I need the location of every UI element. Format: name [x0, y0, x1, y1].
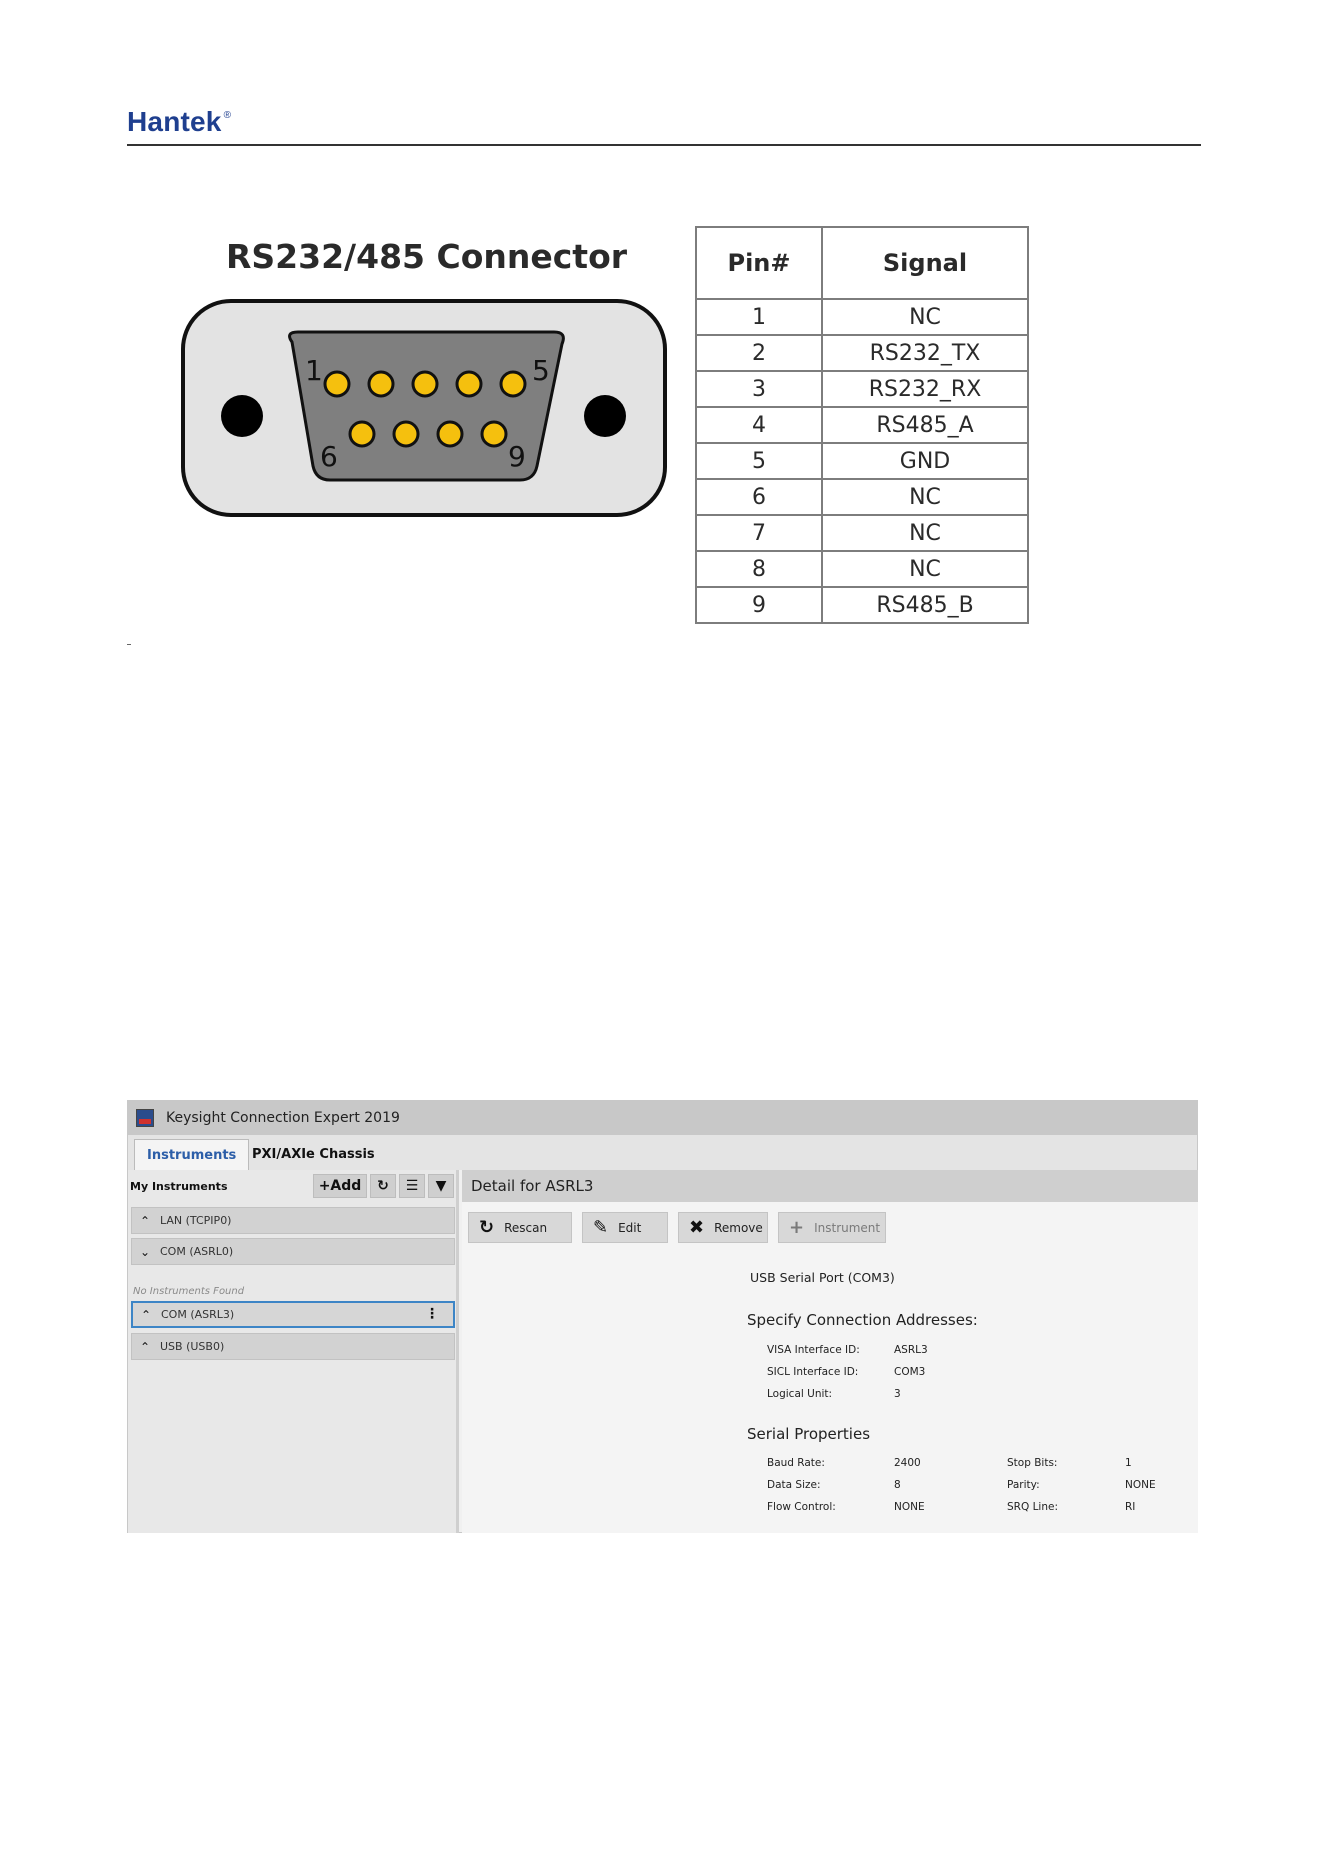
pin-cell: 9	[696, 587, 822, 623]
add-label: Add	[330, 1178, 362, 1194]
data-size-value: 8	[894, 1479, 901, 1491]
hantek-logo	[127, 106, 231, 138]
pin-cell: 4	[696, 407, 822, 443]
signal-cell: NC	[822, 299, 1028, 335]
group-com-asrl0[interactable]	[131, 1238, 455, 1265]
pin-9	[482, 422, 506, 446]
instrument-label: Instrument	[814, 1220, 881, 1235]
srq-line-value: RI	[1125, 1501, 1136, 1513]
refresh-icon: ↻	[377, 1178, 389, 1194]
pin-label-9: 9	[508, 440, 526, 473]
baud-rate-label: Baud Rate:	[767, 1457, 825, 1469]
header-rule	[127, 144, 1201, 146]
stop-bits-value: 1	[1125, 1457, 1132, 1469]
keysight-app-icon	[136, 1109, 154, 1127]
logical-unit-value: 3	[894, 1388, 901, 1400]
filter-button[interactable]	[428, 1174, 454, 1198]
group-label: COM (ASRL0)	[160, 1245, 234, 1258]
chevron-up-icon: ⌃	[141, 1307, 152, 1322]
tab-bar	[128, 1135, 1197, 1170]
instruments-toolbar	[313, 1174, 454, 1198]
pin-5	[501, 372, 525, 396]
table-row	[696, 443, 1028, 479]
parity-value: NONE	[1125, 1479, 1156, 1491]
detail-actions	[468, 1212, 886, 1243]
data-size-label: Data Size:	[767, 1479, 821, 1491]
remove-button[interactable]	[678, 1212, 768, 1243]
edit-icon: ✎	[593, 1217, 609, 1238]
tab-instruments[interactable]: Instruments	[134, 1139, 249, 1170]
signal-cell: NC	[822, 551, 1028, 587]
pin-7	[394, 422, 418, 446]
group-com-asrl3[interactable]	[131, 1301, 455, 1328]
pin-label-6: 6	[320, 440, 338, 473]
instruments-pane	[128, 1170, 459, 1533]
pin-cell: 1	[696, 299, 822, 335]
pin-8	[438, 422, 462, 446]
detail-header: Detail for ASRL3	[462, 1170, 1198, 1202]
pin-label-1: 1	[305, 354, 323, 387]
pin-cell: 8	[696, 551, 822, 587]
group-label: USB (USB0)	[160, 1340, 225, 1353]
stop-bits-label: Stop Bits:	[1007, 1457, 1058, 1469]
add-instrument-button[interactable]	[778, 1212, 886, 1243]
add-button[interactable]	[313, 1174, 367, 1198]
close-icon: ✖	[689, 1217, 705, 1238]
group-usb-usb0[interactable]	[131, 1333, 455, 1360]
no-instruments-message: No Instruments Found	[133, 1286, 245, 1297]
rescan-label: Rescan	[504, 1220, 548, 1235]
chevron-up-icon: ⌃	[140, 1213, 151, 1228]
connection-addresses-heading: Specify Connection Addresses:	[747, 1311, 978, 1329]
pin-6	[350, 422, 374, 446]
edit-label: Edit	[618, 1220, 642, 1235]
group-label: LAN (TCPIP0)	[160, 1214, 232, 1227]
tab-pxi-axie-chassis[interactable]: PXI/AXIe Chassis	[252, 1147, 375, 1162]
srq-line-label: SRQ Line:	[1007, 1501, 1058, 1513]
pin-1	[325, 372, 349, 396]
flow-control-value: NONE	[894, 1501, 925, 1513]
keysight-window	[127, 1100, 1198, 1533]
connector-title: RS232/485 Connector	[226, 237, 628, 276]
signal-cell: GND	[822, 443, 1028, 479]
pin-signal-table	[695, 226, 1029, 624]
refresh-button[interactable]	[370, 1174, 396, 1198]
pin-3	[413, 372, 437, 396]
signal-cell: RS232_RX	[822, 371, 1028, 407]
table-header-row	[696, 227, 1028, 299]
sicl-id-label: SICL Interface ID:	[767, 1366, 859, 1378]
baud-rate-value: 2400	[894, 1457, 921, 1469]
pin-cell: 2	[696, 335, 822, 371]
parity-label: Parity:	[1007, 1479, 1040, 1491]
visa-id-label: VISA Interface ID:	[767, 1344, 860, 1356]
chevron-down-icon: ⌄	[140, 1244, 151, 1259]
stray-mark	[127, 644, 131, 645]
table-row	[696, 479, 1028, 515]
table-row	[696, 299, 1028, 335]
sicl-id-value: COM3	[894, 1366, 926, 1378]
pin-4	[457, 372, 481, 396]
port-name: USB Serial Port (COM3)	[750, 1270, 895, 1285]
header-signal: Signal	[822, 227, 1028, 299]
signal-cell: RS232_TX	[822, 335, 1028, 371]
pin-cell: 5	[696, 443, 822, 479]
visa-id-value: ASRL3	[894, 1344, 928, 1356]
pin-cell: 6	[696, 479, 822, 515]
table-row	[696, 407, 1028, 443]
table-row	[696, 515, 1028, 551]
group-lan-tcpip0[interactable]	[131, 1207, 455, 1234]
plus-icon: +	[318, 1178, 331, 1194]
db9-connector-illustration	[180, 298, 670, 518]
signal-cell: NC	[822, 515, 1028, 551]
more-options-icon[interactable]: ⋮	[425, 1306, 439, 1322]
window-title: Keysight Connection Expert 2019	[166, 1110, 400, 1126]
registered-mark: ®	[223, 110, 232, 121]
header-pin: Pin#	[696, 227, 822, 299]
list-view-button[interactable]	[399, 1174, 425, 1198]
signal-cell: RS485_A	[822, 407, 1028, 443]
table-row	[696, 551, 1028, 587]
group-label: COM (ASRL3)	[161, 1308, 235, 1321]
logical-unit-label: Logical Unit:	[767, 1388, 833, 1400]
window-titlebar	[128, 1101, 1197, 1135]
list-icon: ☰	[405, 1178, 419, 1194]
rescan-button[interactable]	[468, 1212, 572, 1243]
table-row	[696, 335, 1028, 371]
table-row	[696, 371, 1028, 407]
serial-properties-heading: Serial Properties	[747, 1425, 871, 1443]
table-row	[696, 587, 1028, 623]
signal-cell: NC	[822, 479, 1028, 515]
edit-button[interactable]	[582, 1212, 668, 1243]
pin-cell: 7	[696, 515, 822, 551]
remove-label: Remove	[714, 1220, 763, 1235]
pin-cell: 3	[696, 371, 822, 407]
filter-icon: ▼	[435, 1178, 447, 1194]
detail-pane	[462, 1170, 1198, 1533]
mount-hole-right	[584, 395, 626, 437]
instruments-pane-header	[128, 1170, 456, 1203]
my-instruments-title: My Instruments	[130, 1180, 228, 1193]
signal-cell: RS485_B	[822, 587, 1028, 623]
plus-icon: +	[789, 1217, 805, 1238]
chevron-up-icon: ⌃	[140, 1339, 151, 1354]
rescan-icon: ↻	[479, 1217, 495, 1238]
pin-label-5: 5	[532, 354, 550, 387]
logo-text: Hantek	[127, 106, 222, 137]
flow-control-label: Flow Control:	[767, 1501, 836, 1513]
pin-2	[369, 372, 393, 396]
mount-hole-left	[221, 395, 263, 437]
